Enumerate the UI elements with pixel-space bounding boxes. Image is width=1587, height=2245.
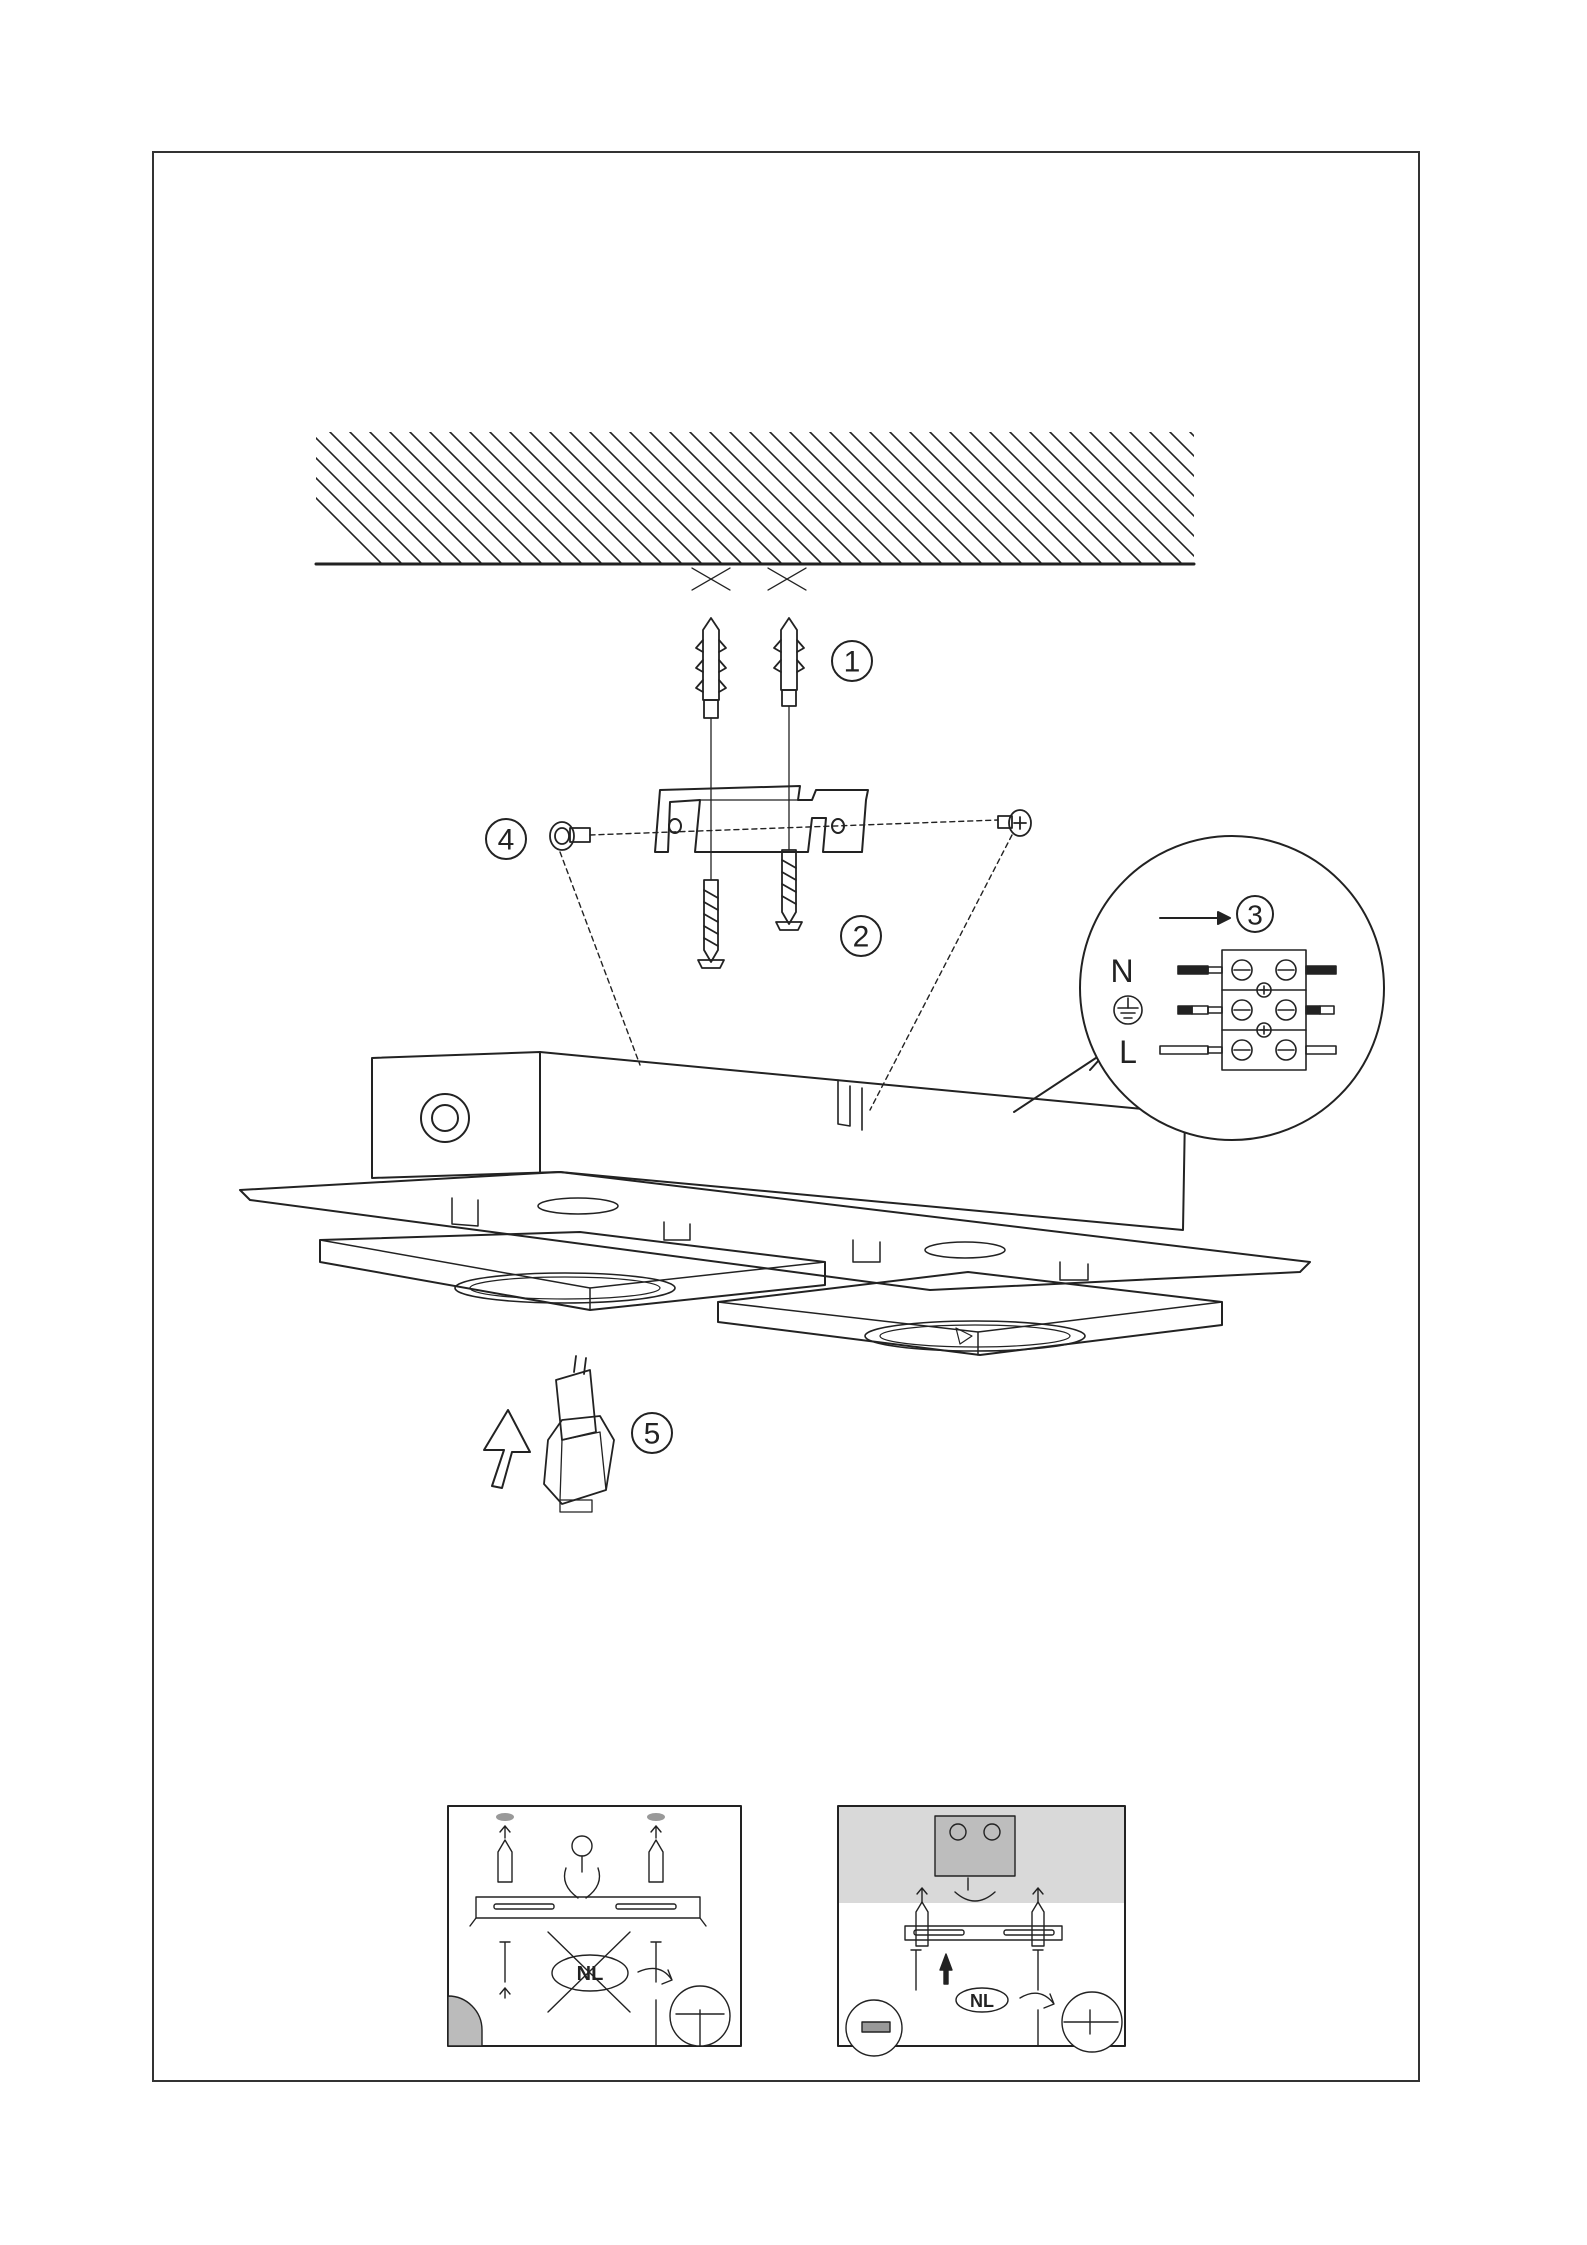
- ceiling-hatch-line: [510, 432, 642, 564]
- gu10-bulb: [544, 1356, 614, 1512]
- alignment-lines: [560, 820, 1012, 1110]
- ceiling-hatch-line: [1050, 432, 1182, 564]
- ceiling-hatch-line: [1110, 432, 1242, 564]
- inset-right: [838, 1806, 1125, 2056]
- ceiling-hatch-line: [670, 432, 802, 564]
- ceiling-hatch-line: [1230, 432, 1362, 564]
- ceiling-hatch-line: [810, 432, 942, 564]
- ceiling-hatch-line: [1210, 432, 1342, 564]
- ceiling-hatch-line: [890, 432, 1022, 564]
- ceiling-hatch-line: [490, 432, 622, 564]
- screw-left: [698, 880, 724, 968]
- ceiling-hatch-line: [910, 432, 1042, 564]
- ceiling-hatch-line: [310, 432, 442, 564]
- wall-plug-right: [774, 618, 804, 706]
- ceiling-hatch-line: [790, 432, 922, 564]
- ceiling-hatch-line: [1170, 432, 1302, 564]
- ceiling-hatch-line: [850, 432, 982, 564]
- step-2-label: 2: [852, 920, 870, 954]
- ceiling-hatch-line: [690, 432, 822, 564]
- mounting-bracket: [655, 786, 868, 852]
- ceiling-hatch-line: [930, 432, 1062, 564]
- ceiling-hatch-line: [990, 432, 1122, 564]
- ceiling: [250, 432, 1442, 564]
- drill-mark-right: [768, 568, 806, 590]
- ceiling-hatch-line: [270, 432, 402, 564]
- ceiling-hatch-line: [530, 432, 662, 564]
- ceiling-hatch-line: [570, 432, 702, 564]
- ceiling-hatch-line: [1070, 432, 1202, 564]
- ceiling-hatch-line: [590, 432, 722, 564]
- ceiling-hatch-line: [1090, 432, 1222, 564]
- ceiling-hatch-line: [1010, 432, 1142, 564]
- ceiling-hatch-line: [450, 432, 582, 564]
- side-screw-left: [550, 822, 590, 850]
- ceiling-hatch-line: [1290, 432, 1422, 564]
- ceiling-hatch-line: [770, 432, 902, 564]
- step-4-label: 4: [497, 823, 515, 857]
- wall-plug-left: [696, 618, 726, 718]
- ceiling-hatch-line: [970, 432, 1102, 564]
- ceiling-hatch-line: [1030, 432, 1162, 564]
- ceiling-hatch-line: [610, 432, 742, 564]
- ceiling-hatch-line: [290, 432, 422, 564]
- ceiling-hatch-line: [470, 432, 602, 564]
- ceiling-hatch-line: [390, 432, 522, 564]
- ceiling-hatch-line: [1190, 432, 1322, 564]
- ceiling-hatch-line: [630, 432, 762, 564]
- screw-right: [776, 850, 802, 930]
- wire-label-live: L: [1119, 1034, 1137, 1070]
- ceiling-hatch-line: [350, 432, 482, 564]
- ceiling-hatch-line: [410, 432, 542, 564]
- ceiling-hatch-line: [1150, 432, 1282, 564]
- wire-label-neutral: N: [1110, 953, 1134, 989]
- ceiling-hatch-line: [250, 432, 382, 564]
- step-5-label: 5: [643, 1417, 661, 1451]
- ceiling-hatch-line: [1250, 432, 1382, 564]
- ceiling-hatch-line: [1310, 432, 1442, 564]
- inset-left-badge: NL: [576, 1963, 604, 1985]
- base-plate: [240, 1172, 1310, 1290]
- inset-left: [448, 1806, 741, 2046]
- wiring-zoom: [1014, 836, 1384, 1140]
- ceiling-hatch-line: [1270, 432, 1402, 564]
- ceiling-hatch-line: [950, 432, 1082, 564]
- ceiling-hatch-line: [650, 432, 782, 564]
- ceiling-hatch-line: [550, 432, 682, 564]
- ceiling-hatch-line: [1130, 432, 1262, 564]
- ceiling-hatch-line: [750, 432, 882, 564]
- ceiling-hatch-line: [710, 432, 842, 564]
- inset-right-badge: NL: [970, 1991, 994, 2011]
- step-1-label: 1: [843, 645, 861, 679]
- ceiling-hatch-line: [830, 432, 962, 564]
- step-3-label: 3: [1247, 899, 1263, 931]
- ceiling-hatch-line: [430, 432, 562, 564]
- ceiling-hatch-line: [730, 432, 862, 564]
- ceiling-hatch-line: [330, 432, 462, 564]
- side-screw-right: [998, 810, 1031, 836]
- up-arrow-icon: [484, 1410, 530, 1488]
- ceiling-hatch-line: [870, 432, 1002, 564]
- ceiling-hatch-line: [370, 432, 502, 564]
- spotlight-frame-2: [718, 1272, 1222, 1355]
- drill-mark-left: [692, 568, 730, 590]
